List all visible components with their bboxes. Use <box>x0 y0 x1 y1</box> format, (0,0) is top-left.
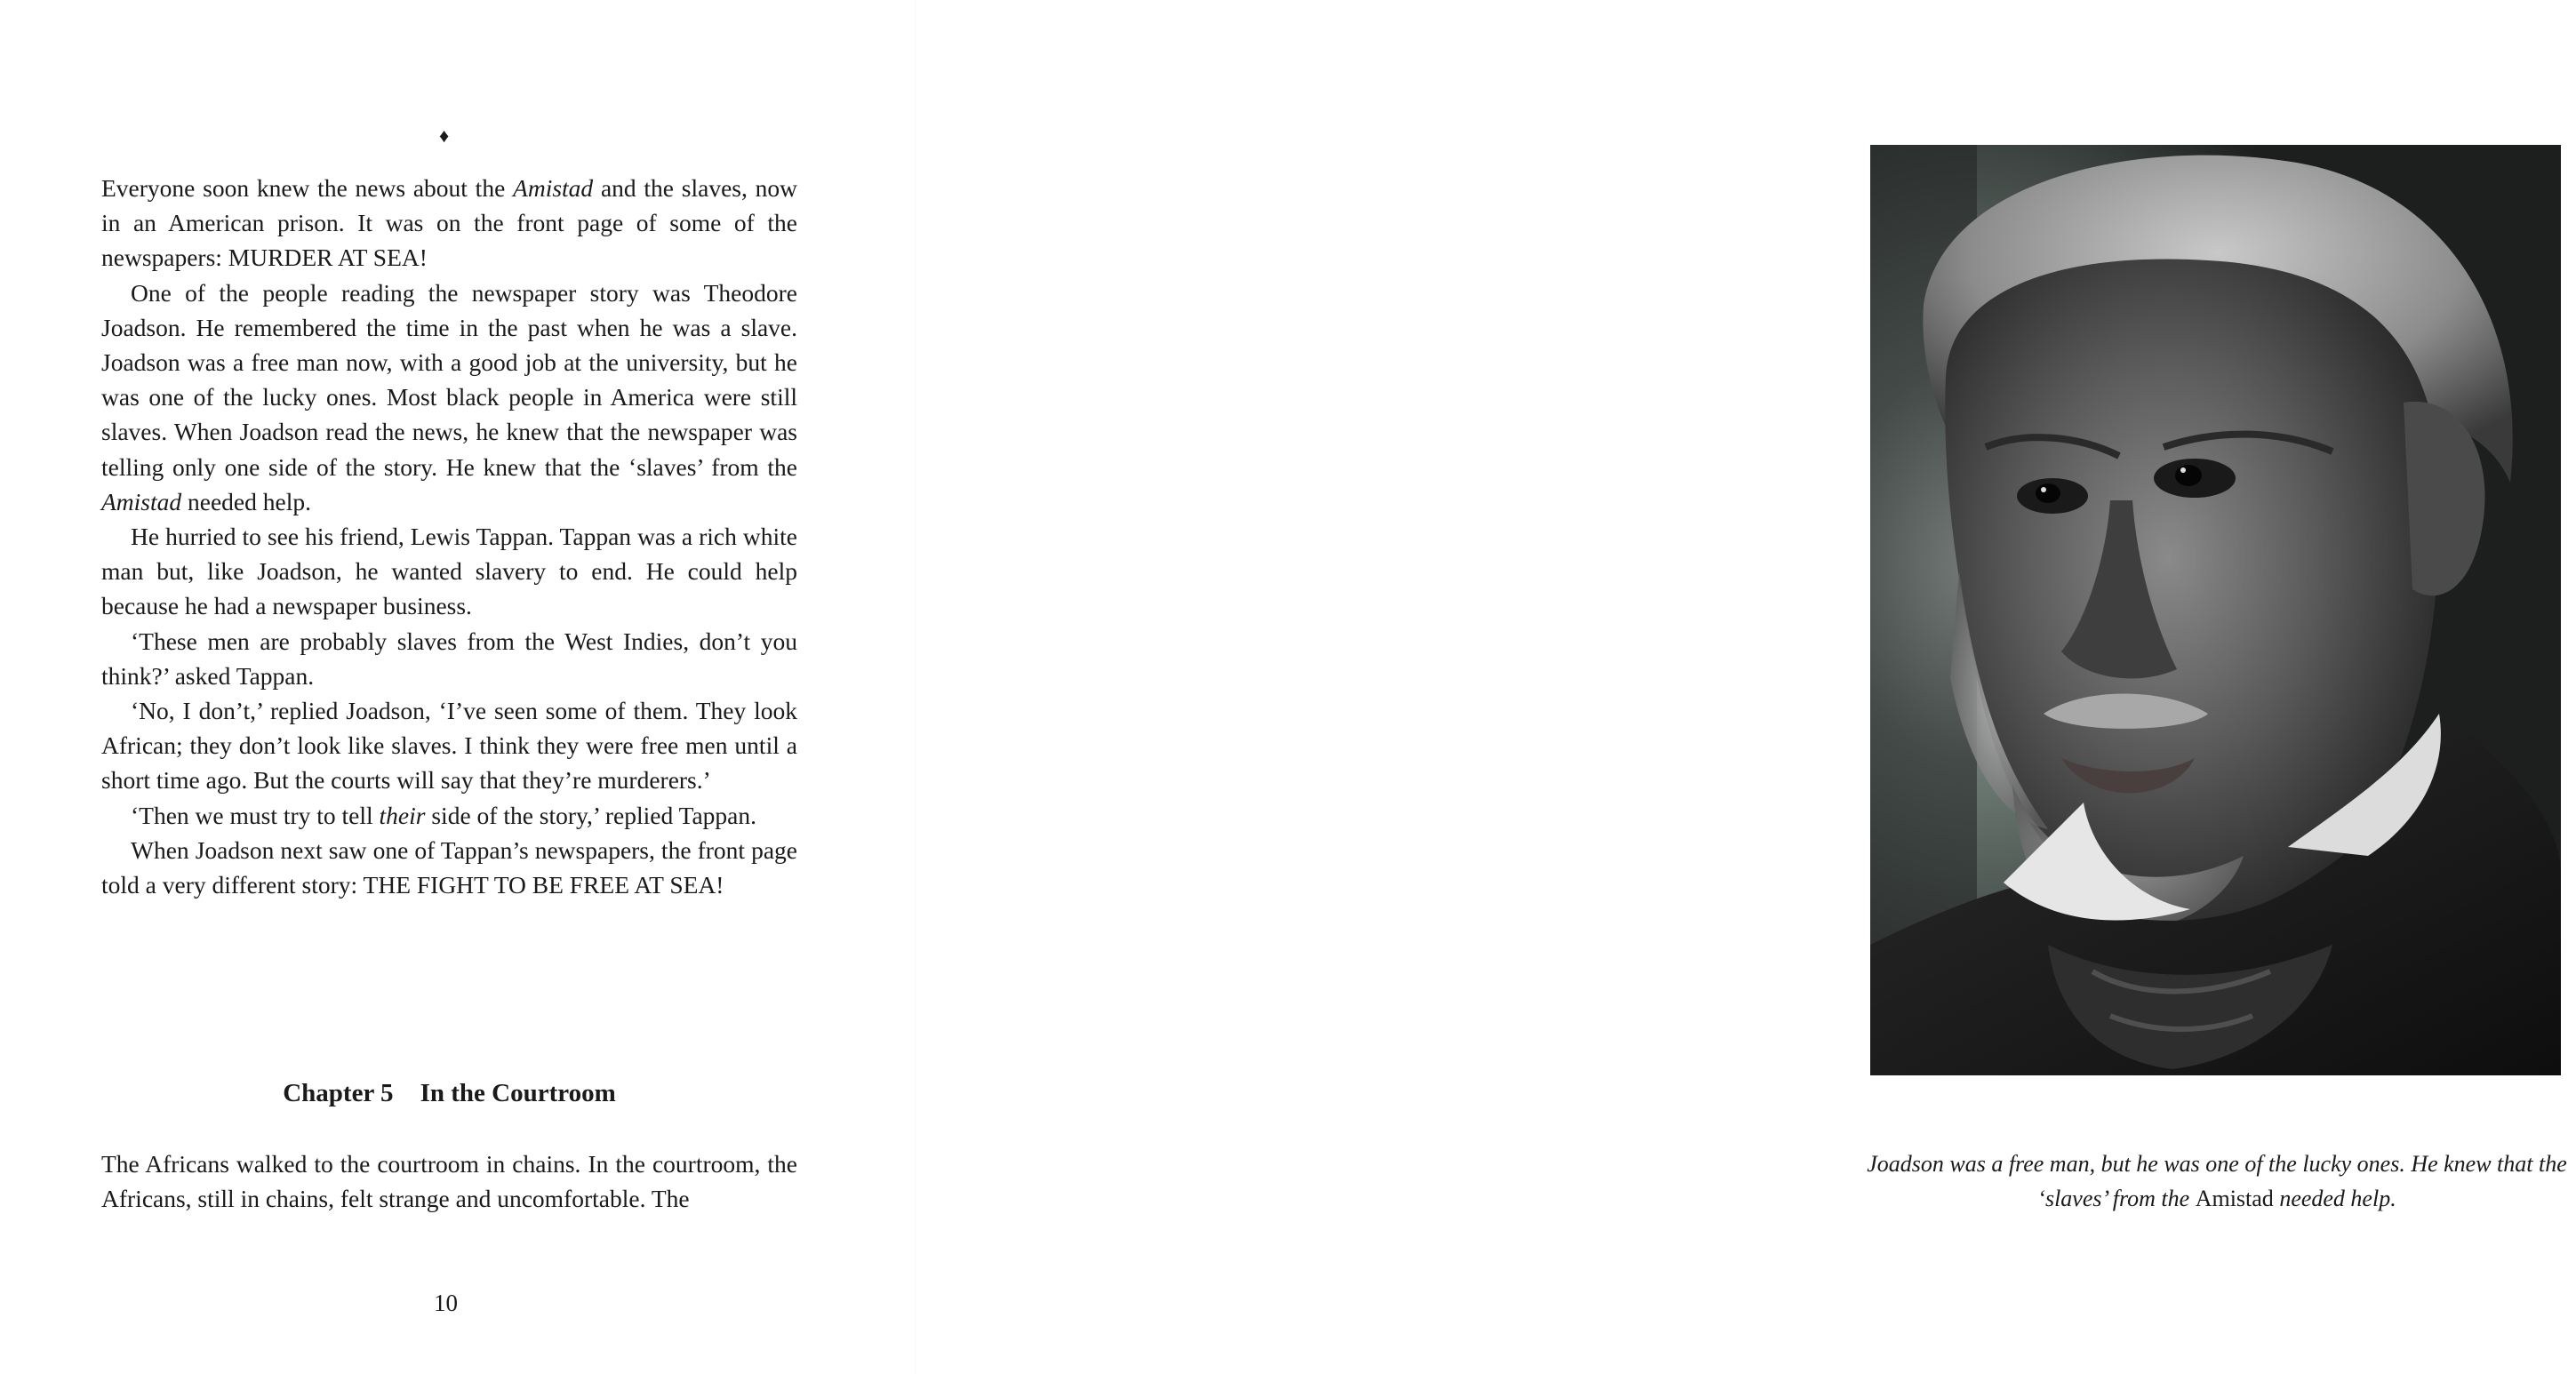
paragraph-2 <box>101 276 797 519</box>
paragraph-2-text-b: He knew that the ‘slaves’ from the <box>437 452 797 481</box>
caption-text-a: Joadson was a free man, but he was one of the lucky ones. He knew that the ‘slaves’ from the <box>1867 1151 2567 1211</box>
section-separator: ♦ <box>439 124 450 147</box>
body-text-section-2 <box>101 1146 797 1216</box>
paragraph-2-text-c: needed help. <box>181 487 311 515</box>
paragraph-6 <box>101 798 797 833</box>
paragraph-7: When Joadson next saw one of Tappan’s newspapers, the front page told a very different story: THE FIGHT TO BE FREE AT SEA! <box>101 835 797 899</box>
left-page <box>0 0 916 1374</box>
paragraph-1-text-a: Everyone soon knew the news about the <box>101 174 514 202</box>
chapter-title: In the Courtroom <box>420 1079 616 1107</box>
paragraph-6-text-b: side of the story,’ replied Tappan. <box>425 801 757 829</box>
body-text-section-1 <box>101 171 797 902</box>
chapter-heading <box>101 1075 797 1111</box>
paragraph-1-ship-name: Amistad <box>513 174 594 202</box>
paragraph-6-emphasis: their <box>379 801 426 829</box>
caption-ship-name: Amistad <box>2195 1186 2274 1211</box>
paragraph-1-text-b: and the slaves, now in an American prison. It was on the front page of some of the newspapers: MURDER AT SEA! <box>101 174 797 272</box>
paragraph-2-ship-name: Amistad <box>101 487 182 515</box>
photo-caption <box>1858 1146 2576 1216</box>
paragraph-2-text-a: One of the people reading the newspaper story was Theodore Joadson. He remembered the time in the past when he was a slave. Joadson was a free man now, with a good job at the university, but he was one of the lucky ones. Most black people in America were still slaves. When Joadson read the news, he knew that the newspaper was telling only one side of the story. <box>101 278 797 481</box>
portrait-illustration <box>1870 145 2561 1075</box>
page-number: 10 <box>434 1290 458 1316</box>
paragraph-1 <box>101 171 797 276</box>
caption-text-b: needed help. <box>2273 1186 2396 1211</box>
paragraph-5: ‘No, I don’t,’ replied Joadson, ‘I’ve seen some of them. They look African; they don’t look like slaves. I think they were free men until a short time ago. But the courts will say that they’re murderers.’ <box>101 697 797 795</box>
paragraph-3: He hurried to see his friend, Lewis Tappan. Tappan was a rich white man but, like Joadson, he wanted slavery to end. He could help because he had a newspaper business. <box>101 523 797 620</box>
chapter-5-paragraph-1: The Africans walked to the courtroom in chains. In the courtroom, the Africans, still in chains, felt strange and uncomfortable. The <box>101 1150 797 1213</box>
chapter-number: Chapter 5 <box>283 1079 394 1107</box>
right-page <box>916 0 2567 1374</box>
paragraph-4: ‘These men are probably slaves from the West Indies, don’t you think?’ asked Tappan. <box>101 627 797 690</box>
portrait-photo <box>1870 145 2561 1075</box>
paragraph-6-text-a: ‘Then we must try to tell <box>131 801 380 829</box>
